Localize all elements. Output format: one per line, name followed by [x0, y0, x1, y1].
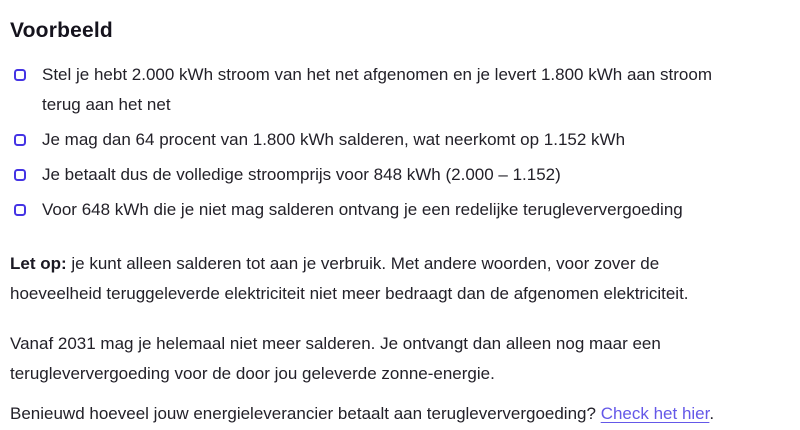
list-item-text	[42, 60, 712, 120]
list-item	[10, 60, 790, 120]
paragraph-2031-line2: terugleververgoeding voor de door jou geleverde zonne-energie.	[10, 364, 495, 383]
list-item-line: Je betaalt dus de volledige stroomprijs voor 848 kWh (2.000 – 1.152)	[42, 165, 561, 184]
example-bullet-list	[10, 60, 790, 225]
paragraph-2031-line1: Vanaf 2031 mag je helemaal niet meer salderen. Je ontvangt dan alleen nog maar een	[10, 334, 661, 353]
cta-paragraph	[10, 399, 790, 429]
list-item-line: Je mag dan 64 procent van 1.800 kWh salderen, wat neerkomt op 1.152 kWh	[42, 130, 626, 149]
check-het-hier-link[interactable]: Check het hier	[600, 404, 710, 423]
list-item-text	[42, 125, 625, 155]
list-item-line: terug aan het net	[42, 95, 171, 114]
list-item-line: Voor 648 kWh die je niet mag salderen ontvang je een redelijke terugleververgoeding	[42, 200, 683, 219]
section-heading: Voorbeeld	[10, 19, 113, 42]
note-text-line2: hoeveelheid teruggeleverde elektriciteit niet meer bedraagt dan de afgenomen elektriciteit.	[10, 284, 689, 303]
list-item-text	[42, 160, 561, 190]
square-bullet-icon	[14, 204, 26, 216]
square-bullet-icon	[14, 134, 26, 146]
square-bullet-icon	[14, 69, 26, 81]
list-item	[10, 195, 790, 225]
list-item-text	[42, 195, 683, 225]
list-item-line: Stel je hebt 2.000 kWh stroom van het net afgenomen en je levert 1.800 kWh aan stroom	[42, 65, 712, 84]
paragraph-2031	[10, 329, 790, 389]
note-label: Let op:	[10, 254, 67, 273]
list-item	[10, 160, 790, 190]
cta-text-suffix: .	[709, 404, 715, 423]
list-item	[10, 125, 790, 155]
square-bullet-icon	[14, 169, 26, 181]
note-paragraph	[10, 249, 790, 309]
article-section	[10, 17, 790, 429]
note-text-line1: je kunt alleen salderen tot aan je verbruik. Met andere woorden, voor zover de	[66, 254, 660, 273]
cta-text: Benieuwd hoeveel jouw energieleverancier betaalt aan terugleververgoeding?	[10, 404, 601, 423]
